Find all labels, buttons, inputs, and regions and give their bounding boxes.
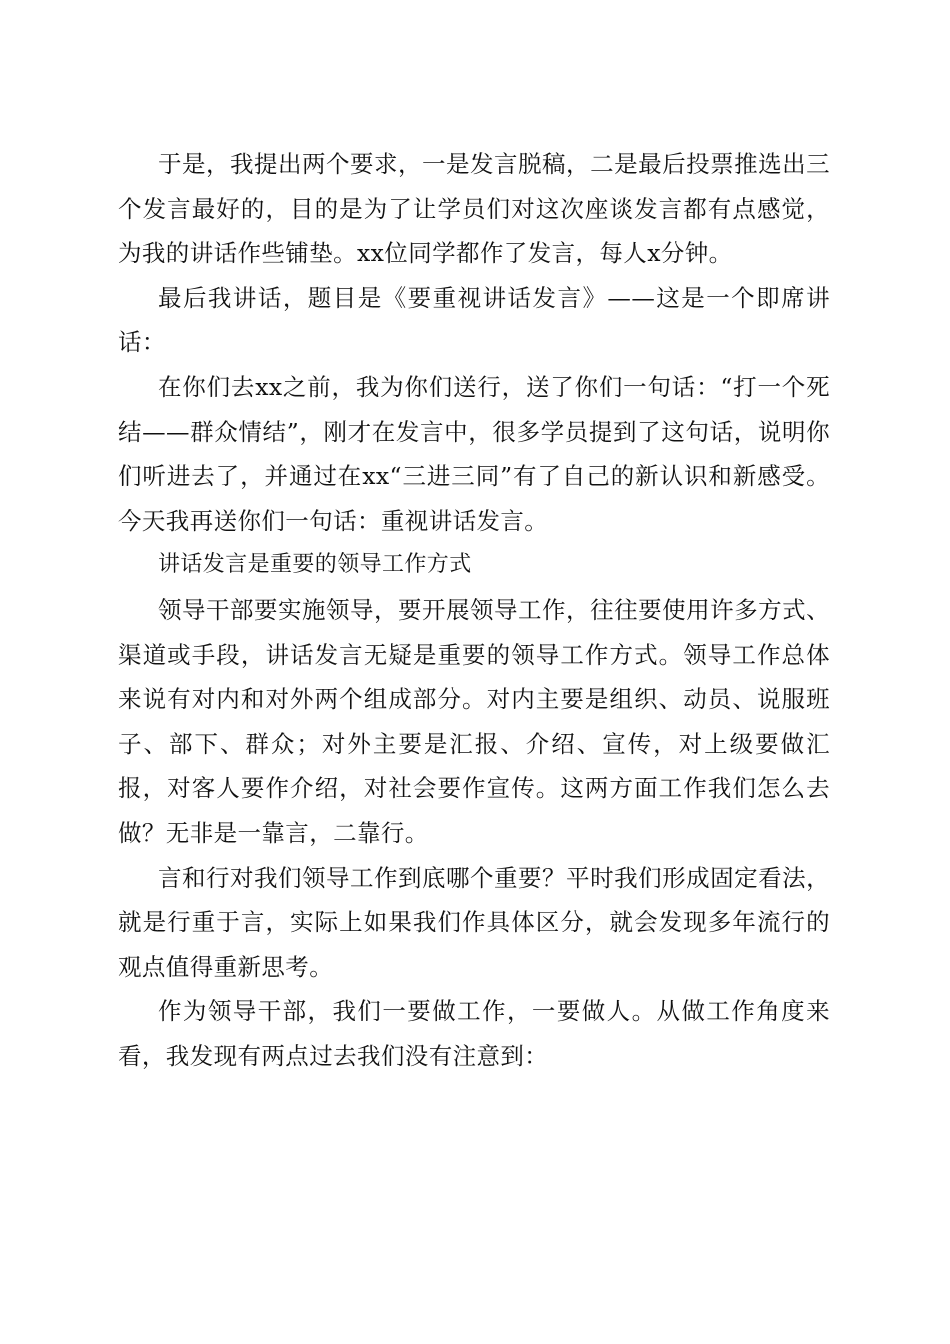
- paragraph-proposal: 于是，我提出两个要求，一是发言脱稿，二是最后投票推选出三个发言最好的，目的是为了让学员们对这次座谈发言都有点感觉，为我的讲话作些铺垫。xx位同学都作了发言，每人x分钟。: [118, 150, 830, 268]
- paragraph-farewell: 在你们去xx之前，我为你们送行，送了你们一句话：“打一个死结——群众情结”，刚才在发言中，很多学员提到了这句话，说明你们听进去了，并通过在xx“三进三同”有了自己的新认识和新感受。今天我再送你们一句话：重视讲话发言。: [118, 372, 830, 535]
- paragraph-leadership-methods: 领导干部要实施领导，要开展领导工作，往往要使用许多方式、渠道或手段，讲话发言无疑是重要的领导工作方式。领导工作总体来说有对内和对外两个组成部分。对内主要是组织、动员、说服班子、部下、群众；对外主要是汇报、介绍、宣传，对上级要做汇报，对客人要作介绍，对社会要作宣传。这两方面工作我们怎么去做？无非是一靠言，二靠行。: [118, 595, 830, 847]
- paragraph-words-and-deeds: 言和行对我们领导工作到底哪个重要？平时我们形成固定看法，就是行重于言，实际上如果我们作具体区分，就会发现多年流行的观点值得重新思考。: [118, 863, 830, 981]
- paragraph-speech-title: 最后我讲话，题目是《要重视讲话发言》——这是一个即席讲话：: [118, 283, 830, 357]
- paragraph-work-and-person: 作为领导干部，我们一要做工作，一要做人。从做工作角度来看，我发现有两点过去我们没有注意到：: [118, 997, 830, 1070]
- section-heading: 讲话发言是重要的领导工作方式: [158, 552, 472, 578]
- document-body: [118, 142, 830, 1078]
